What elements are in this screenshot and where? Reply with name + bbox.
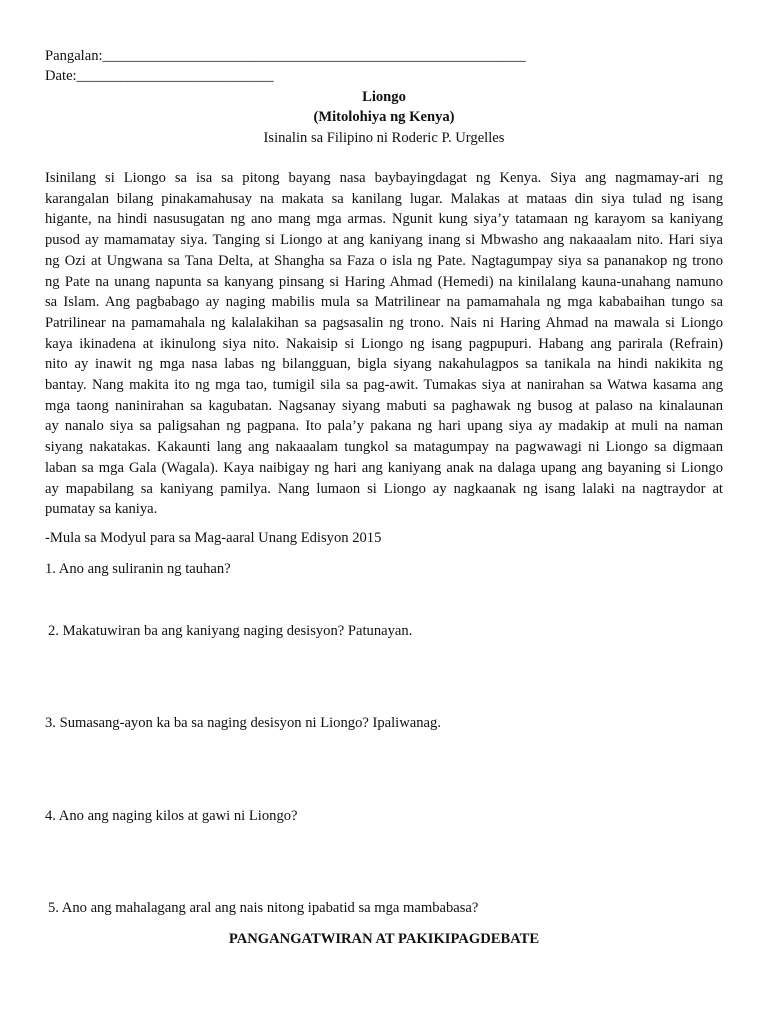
story-line: ng Ozi at Ungwana sa Tana Delta, at Shangha sa Faza o isla ng Pate. Nagtagumpay siya sa pananakop ng trono (45, 252, 723, 269)
story-line: Isinilang si Liongo sa isa sa pitong bayang nasa baybayingdagat ng Kenya. Siya ang nagmamay-ari ng (45, 170, 723, 186)
story-title: Liongo (362, 89, 406, 105)
question-2: 2. Makatuwiran ba ang kaniyang naging desisyon? Patunayan. (48, 623, 413, 639)
story-line: pusod ay mamamatay siya. Tanging si Liongo at ang kaniyang inang si Mbwasho ang nakaaalam nito. Hari siya (45, 232, 723, 249)
question-1: 1. Ano ang suliranin ng tauhan? (45, 561, 231, 577)
story-paragraph (45, 168, 723, 520)
story-line: karangalan bilang pinakamahusay na makata sa kanilang lugar. Malakas at mataas din siya tulad ng isang (45, 190, 723, 207)
section-heading: PANGANGATWIRAN AT PAKIKIPAGDEBATE (228, 931, 540, 947)
source-citation: -Mula sa Modyul para sa Mag-aaral Unang Edisyon 2015 (45, 530, 382, 546)
question-3: 3. Sumasang-ayon ka ba sa naging desisyon ni Liongo? Ipaliwanag. (45, 715, 441, 731)
translator-credit: Isinalin sa Filipino ni Roderic P. Urgelles (263, 130, 505, 146)
story-line: Patrilinear na pamamahala ng kalalakihan sa pagsasalin ng trono. Nais ni Haring Ahmad na mawala si Liongo (45, 314, 723, 331)
story-line: ay mapabilang sa kaniyang pamilya. Nang lumaon si Liongo ay nagkaanak ng isang lalaki na nagtraydor at (45, 480, 723, 497)
story-line: higante, na hindi nasusugatan ng ano mang mga armas. Ngunit kung siya’y tatamaan ng karayom sa kaniyang (45, 211, 723, 228)
question-5: 5. Ano ang mahalagang aral ang nais nitong ipabatid sa mga mambabasa? (48, 900, 479, 916)
story-line: siyang nakatakas. Kakaunti lang ang nakaaalam tungkol sa matagumpay na pagwawagi ni Liongo sa digmaan (45, 439, 723, 456)
story-line: sa Islam. Ang pagbabago ay naging mabilis mula sa Matrilinear na pamamahala ng mga kababaihan tungo sa (45, 294, 723, 311)
story-line: ng Pate na unang napunta sa kanyang pinsang si Haring Ahmad (Hemedi) na kinilalang kauna-unahang namuno (45, 273, 723, 290)
story-line: pumatay sa kaniya. (45, 501, 158, 518)
story-subtitle: (Mitolohiya ng Kenya) (313, 109, 455, 125)
story-line: ay nanalo siya sa paligsahan ng pagpana. Ito pala’y pakana ng hari upang siya ay madakip at muli na naman (45, 418, 723, 435)
story-line: nito ay inawit ng mga nasa labas ng bilangguan, bigla siyang nakahulagpos sa tanikala na hindi nakikita ng (45, 356, 723, 373)
question-4: 4. Ano ang naging kilos at gawi ni Liongo? (45, 808, 298, 824)
date-field-line[interactable]: Date:___________________________ (45, 68, 274, 84)
story-line: laban sa mga Gala (Wagala). Kaya naibigay ng hari ang kaniyang anak na dalaga upang ang bayaning si Liongo (45, 459, 723, 476)
story-line: mga taong naninirahan sa kagubatan. Nagsanay siyang mabuti sa paghawak ng busog at palaso na kinalaunan (45, 397, 723, 414)
name-field-line[interactable]: Pangalan:__________________________________________________________ (45, 48, 526, 64)
story-line: bantay. Nang makita ito ng mga tao, tumigil sila sa pag-awit. Tumakas siya at nanirahan sa Watwa kasama ang (45, 377, 723, 394)
story-line: kaya ikinadena at ikinulong siya nito. Nakaisip si Liongo ng isang pagpupuri. Habang ang parirala (Refrain) (45, 335, 723, 352)
